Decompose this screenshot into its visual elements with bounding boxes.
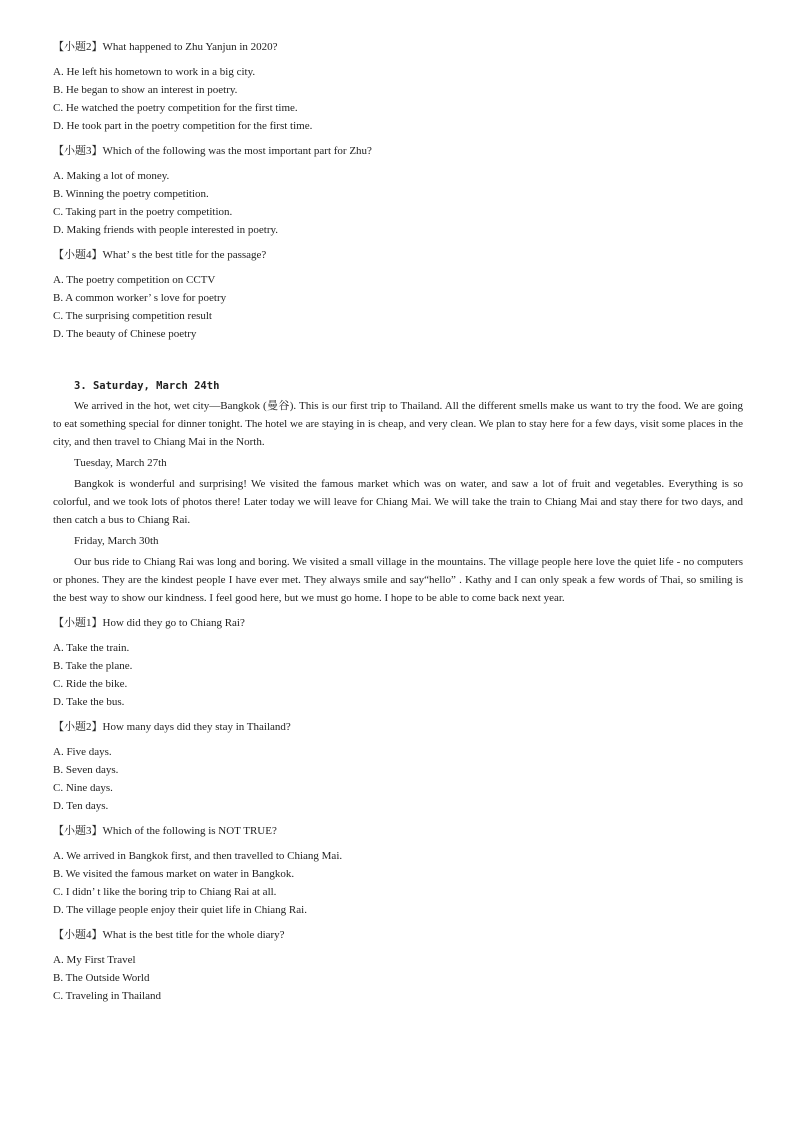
option-a: A. He left his hometown to work in a big city.	[53, 66, 256, 78]
option-b: B. We visited the famous market on water in Bangkok.	[53, 868, 295, 880]
option-b: B. Seven days.	[53, 764, 119, 776]
section-title: 3. Saturday, March 24th	[74, 380, 220, 392]
question-stem: 【小题3】Which of the following is NOT TRUE?	[53, 825, 277, 837]
diary-date-3: Friday, March 30th	[74, 535, 159, 547]
question-stem: 【小题3】Which of the following was the most important part for Zhu?	[53, 145, 372, 157]
question-block	[53, 822, 743, 919]
question-stem: 【小题1】How did they go to Chiang Rai?	[53, 617, 245, 629]
question-block	[53, 926, 743, 1005]
option-d: D. Making friends with people interested in poetry.	[53, 224, 279, 236]
question-block	[53, 142, 743, 239]
option-d: D. The village people enjoy their quiet life in Chiang Rai.	[53, 904, 307, 916]
question-block	[53, 246, 743, 343]
option-a: A. The poetry competition on CCTV	[53, 274, 216, 286]
option-a: A. Five days.	[53, 746, 112, 758]
option-b: B. Take the plane.	[53, 660, 133, 672]
diary-paragraph-2: Bangkok is wonderful and surprising! We visited the famous market which was on water, and saw a lot of fruit and vegetables. Everything is so colorful, and we took lots of photos there! Later today we will leave for Chiang Mai. We will take the train to Chiang Mai and stay there for two days, and then catch a bus to Chiang Rai.	[53, 478, 743, 526]
option-b: B. The Outside World	[53, 972, 150, 984]
option-c: C. Traveling in Thailand	[53, 990, 161, 1002]
diary-paragraph-3: Our bus ride to Chiang Rai was long and boring. We visited a small village in the mountains. The village people here love the quiet life - no computers or phones. They are the kindest people I have ever met. They always smile and say“hello” . Kathy and I can only speak a few words of Thai, so smiling is the best way to show our kindness. I feel good here, but we must go home. I hope to be able to come back next year.	[53, 556, 743, 604]
diary-date-2: Tuesday, March 27th	[74, 457, 167, 469]
question-stem: 【小题2】What happened to Zhu Yanjun in 2020?	[53, 41, 278, 53]
option-c: C. The surprising competition result	[53, 310, 212, 322]
question-stem: 【小题2】How many days did they stay in Thailand?	[53, 721, 291, 733]
question-block	[53, 38, 743, 135]
option-d: D. He took part in the poetry competition for the first time.	[53, 120, 313, 132]
option-a: A. Making a lot of money.	[53, 170, 170, 182]
option-c: C. I didn’ t like the boring trip to Chiang Rai at all.	[53, 886, 277, 898]
option-c: C. Taking part in the poetry competition.	[53, 206, 233, 218]
option-b: B. He began to show an interest in poetry.	[53, 84, 238, 96]
option-a: A. My First Travel	[53, 954, 136, 966]
question-stem: 【小题4】What’ s the best title for the passage?	[53, 249, 267, 261]
question-block	[53, 614, 743, 711]
option-d: D. Take the bus.	[53, 696, 125, 708]
option-c: C. He watched the poetry competition for the first time.	[53, 102, 298, 114]
option-a: A. We arrived in Bangkok first, and then travelled to Chiang Mai.	[53, 850, 343, 862]
question-block	[53, 718, 743, 815]
question-stem: 【小题4】What is the best title for the whole diary?	[53, 929, 285, 941]
document-page	[53, 38, 743, 1005]
option-d: D. Ten days.	[53, 800, 109, 812]
option-b: B. A common worker’ s love for poetry	[53, 292, 227, 304]
option-c: C. Nine days.	[53, 782, 113, 794]
option-a: A. Take the train.	[53, 642, 130, 654]
option-d: D. The beauty of Chinese poetry	[53, 328, 197, 340]
option-b: B. Winning the poetry competition.	[53, 188, 209, 200]
diary-paragraph-1: We arrived in the hot, wet city—Bangkok (曼谷). This is our first trip to Thailand. All the different smells make us want to try the food. We are going to eat something special for dinner tonight. The hotel we are staying in is cheap, and very clean. We plan to stay here for a few days, visit some places in the city, and then travel to Chiang Mai in the North.	[53, 400, 743, 448]
option-c: C. Ride the bike.	[53, 678, 128, 690]
